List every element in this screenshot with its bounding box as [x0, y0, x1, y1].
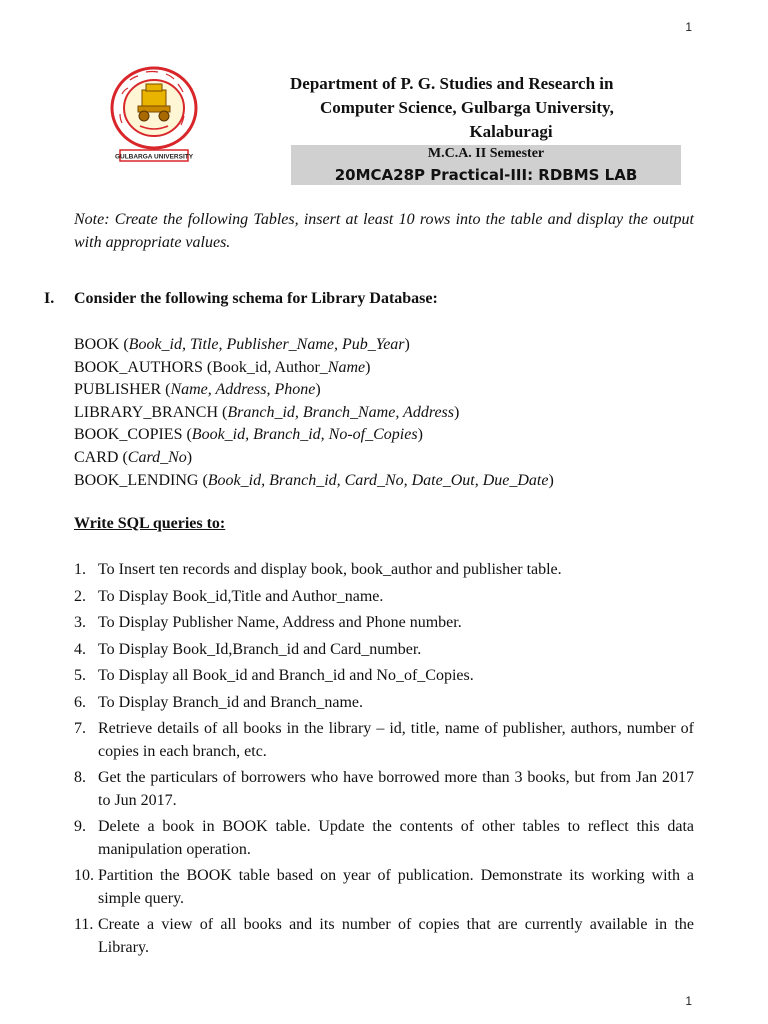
query-list [74, 559, 694, 963]
list-item: 4. To Display Book_Id,Branch_id and Card_number. [74, 640, 422, 658]
page-number-bottom: 1 [685, 994, 692, 1008]
section-title: Consider the following schema for Library Database: [74, 290, 438, 307]
list-item: 9. Delete a book in BOOK table. Update the contents of other tables to reflect this data manipulation operation. [74, 818, 694, 858]
schema-publisher: PUBLISHER (Name, Address, Phone) [74, 381, 321, 399]
list-item: 2. To Display Book_id,Title and Author_name. [74, 587, 384, 605]
section-number: I. [44, 290, 55, 307]
note-text: Note: Create the following Tables, insert at least 10 rows into the table and display the output with appropriate values. [74, 211, 694, 251]
schema-book-lending: BOOK_LENDING (Book_id, Branch_id, Card_No, Date_Out, Due_Date) [74, 471, 554, 489]
list-item: 11. Create a view of all books and its number of copies that are currently available in the Library. [74, 916, 694, 956]
semester-label: M.C.A. II Semester [427, 146, 545, 161]
list-item: 7. Retrieve details of all books in the library – id, title, name of publisher, authors, number of copies in each branch, etc. [74, 720, 694, 760]
list-item: 5. To Display all Book_id and Branch_id and No_of_Copies. [74, 667, 474, 684]
schema-library-branch: LIBRARY_BRANCH (Branch_id, Branch_Name, Address) [74, 403, 460, 421]
queries-heading: Write SQL queries to: [74, 515, 226, 532]
department-heading [290, 72, 682, 144]
department-line-1: Department of P. G. Studies and Research in [290, 74, 614, 93]
list-item: 1. To Insert ten records and display book, book_author and publisher table. [74, 561, 562, 578]
list-item: 3. To Display Publisher Name, Address and Phone number. [74, 614, 462, 631]
list-item: 6. To Display Branch_id and Branch_name. [74, 693, 364, 711]
schema-book-copies: BOOK_COPIES (Book_id, Branch_id, No-of_Copies) [74, 426, 423, 444]
course-title: 20MCA28P Practical-III: RDBMS LAB [334, 166, 638, 184]
schema-card: CARD (Card_No) [74, 448, 193, 466]
department-line-2: Computer Science, Gulbarga University, [320, 98, 614, 117]
logo-caption: GULBARGA UNIVERSITY [114, 153, 194, 161]
schema-list [74, 334, 554, 492]
department-line-3: Kalaburagi [469, 122, 553, 141]
university-seal-icon [108, 64, 200, 164]
list-item: 10. Partition the BOOK table based on year of publication. Demonstrate its working with a simple query. [74, 867, 694, 907]
list-item: 8. Get the particulars of borrowers who have borrowed more than 3 books, but from Jan 2017 to Jun 2017. [74, 769, 694, 809]
schema-book: BOOK (Book_id, Title, Publisher_Name, Pub_Year) [74, 336, 410, 353]
page-number-top: 1 [685, 20, 692, 34]
schema-book-authors: BOOK_AUTHORS (Book_id, Author_Name) [74, 358, 371, 376]
